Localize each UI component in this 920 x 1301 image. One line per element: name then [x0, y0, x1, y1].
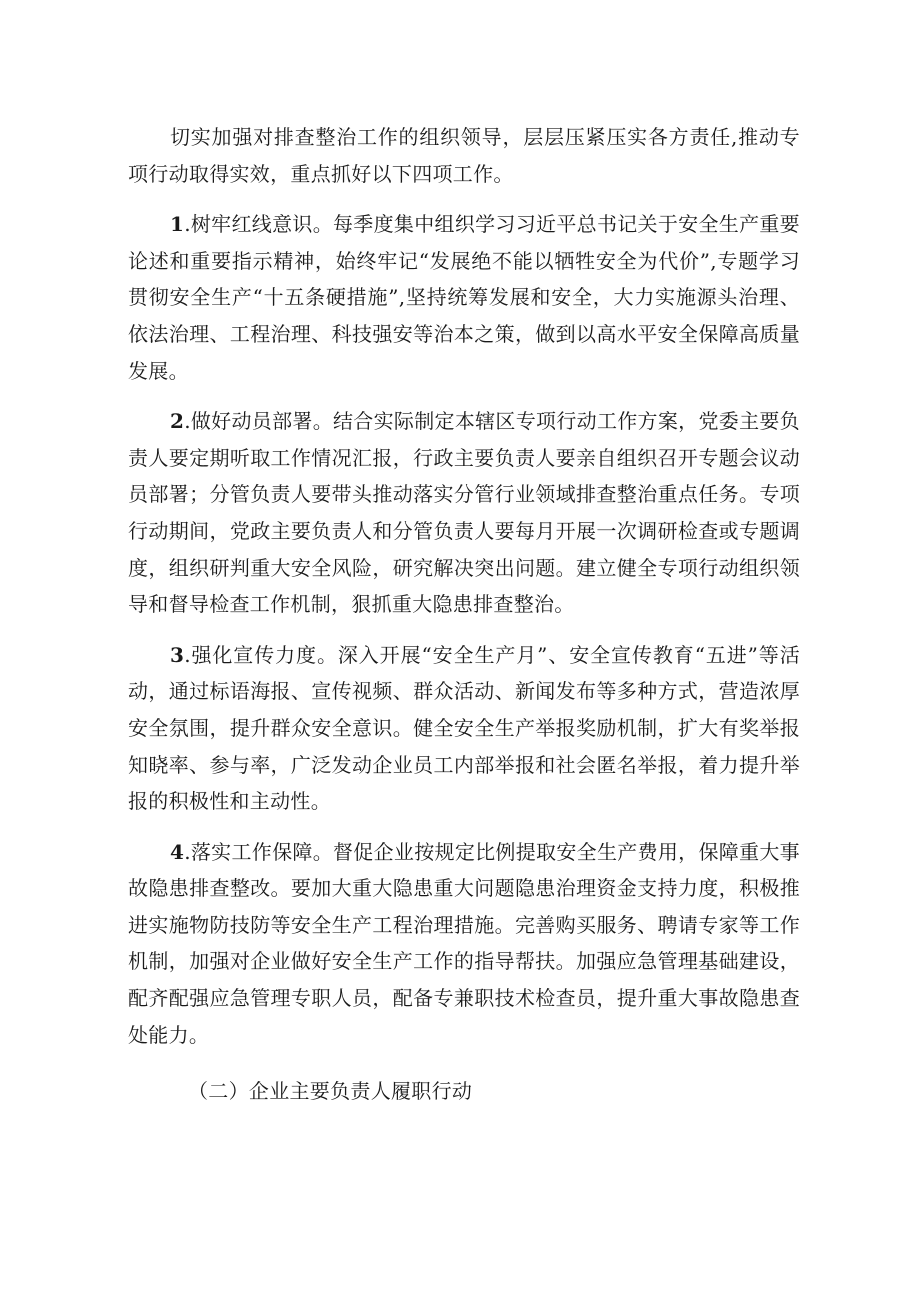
item-paragraph-3: [128, 637, 800, 820]
item-text-4: .落实工作保障。督促企业按规定比例提取安全生产费用，保障重大事故隐患排查整改。要加大重大隐患重大问题隐患治理资金支持力度，积极推进实施物防技防等安全生产工程治理措施。完善购买服务、聘请专家等工作机制，加强对企业做好安全生产工作的指导帮扶。加强应急管理基础建设，配齐配强应急管理专职人员，配备专兼职技术检查员，提升重大事故隐患查处能力。: [128, 839, 800, 1047]
item-number-4: 4: [170, 839, 185, 864]
intro-paragraph: 切实加强对排查整治工作的组织领导，层层压紧压实各方责任,推动专项行动取得实效，重点抓好以下四项工作。: [128, 125, 800, 186]
item-text-1: .树牢红线意识。每季度集中组织学习习近平总书记关于安全生产重要论述和重要指示精神，始终牢记“发展绝不能以牺牲安全为代价”,专题学习贯彻安全生产“十五条硬措施”,坚持统筹发展和安全，大力实施源头治理、依法治理、工程治理、科技强安等治本之策，做到以高水平安全保障高质量发展。: [128, 212, 800, 383]
document-body: [128, 119, 800, 1110]
item-text-3: .强化宣传力度。深入开展“安全生产月”、安全宣传教育“五进”等活动，通过标语海报、宣传视频、群众活动、新闻发布等多种方式，营造浓厚安全氛围，提升群众安全意识。健全安全生产举报奖励机制，扩大有奖举报知晓率、参与率，广泛发动企业员工内部举报和社会匿名举报，着力提升举报的积极性和主动性。: [128, 642, 800, 814]
item-paragraph-4: [128, 834, 800, 1054]
item-number-1: 1: [170, 212, 185, 237]
section-heading: （二）企业主要负责人履职行动: [188, 1079, 473, 1104]
item-paragraph-2: [128, 403, 800, 623]
item-number-3: 3: [170, 642, 185, 667]
item-number-2: 2: [170, 409, 185, 434]
item-paragraph-1: [128, 206, 800, 389]
item-text-2: .做好动员部署。结合实际制定本辖区专项行动工作方案，党委主要负责人要定期听取工作情况汇报，行政主要负责人要亲自组织召开专题会议动员部署；分管负责人要带头推动落实分管行业领域排查整治重点任务。专项行动期间，党政主要负责人和分管负责人要每月开展一次调研检查或专题调度，组织研判重大安全风险，研究解决突出问题。建立健全专项行动组织领导和督导检查工作机制，狠抓重大隐患排查整治。: [128, 409, 800, 617]
